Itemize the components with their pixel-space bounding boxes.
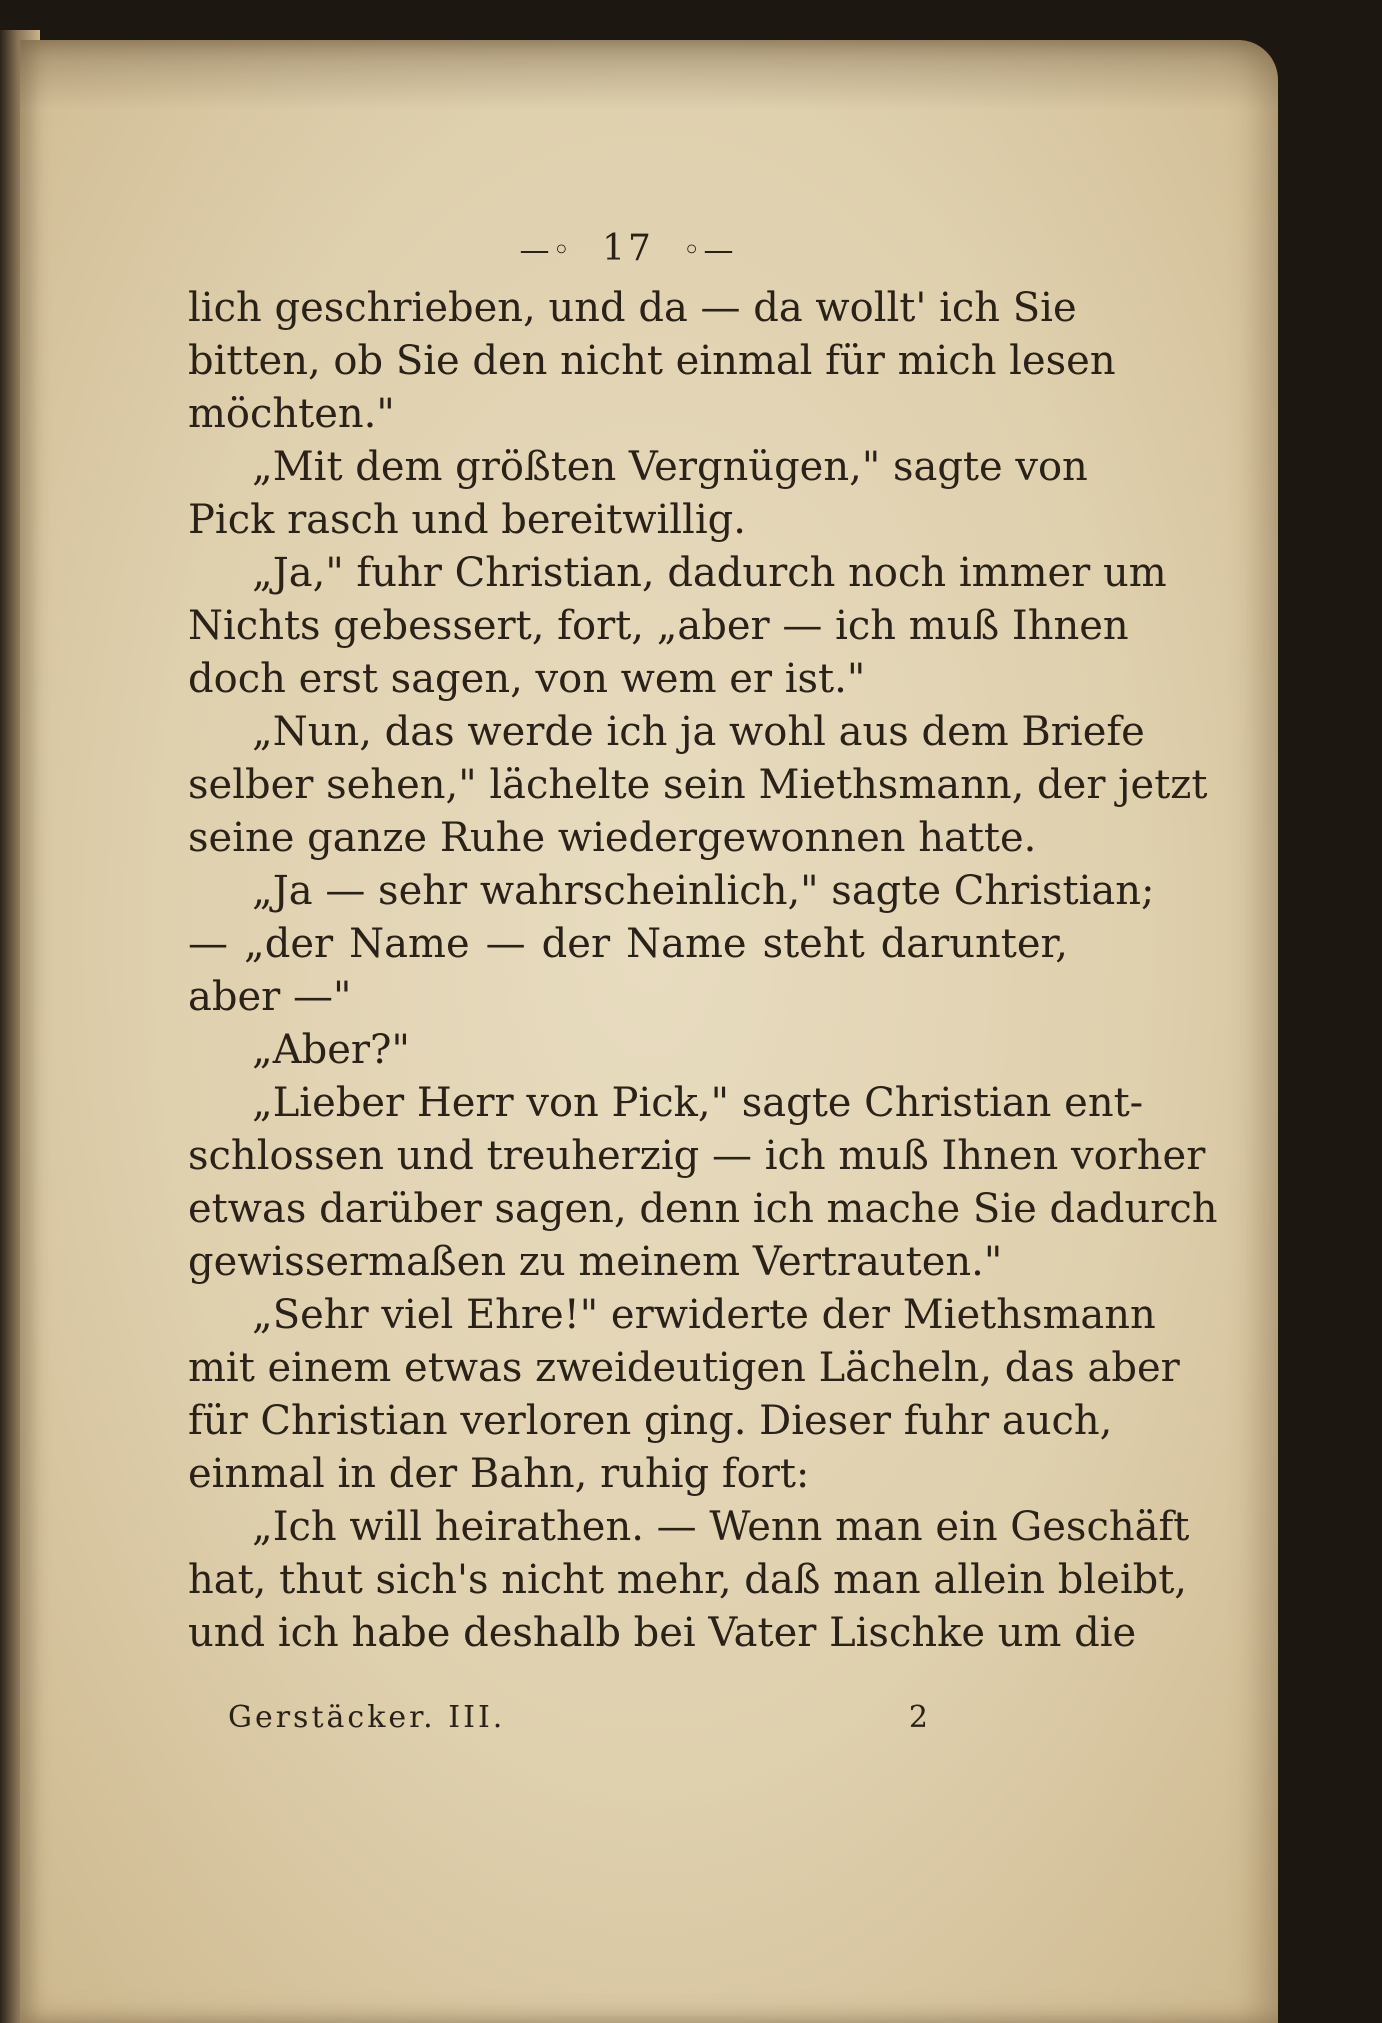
text-line: selber sehen," lächelte sein Miethsmann, der jetzt: [188, 762, 1208, 808]
header-ornament-right: ◦—: [682, 233, 737, 268]
paragraph: [188, 1024, 1068, 1077]
text-line: „Sehr viel Ehre!" erwiderte der Miethsmann: [252, 1292, 1156, 1338]
paragraph: [188, 441, 1088, 547]
text-line: „Ich will heirathen. — Wenn man ein Geschäft: [252, 1504, 1190, 1550]
text-line: für Christian verloren ging. Dieser fuhr auch,: [188, 1398, 1113, 1444]
paragraph: [188, 1077, 1218, 1289]
page-header: [188, 218, 1068, 280]
paragraph: [188, 547, 1167, 706]
text-line: etwas darüber sagen, denn ich mache Sie dadurch: [188, 1186, 1218, 1232]
text-line: mit einem etwas zweideutigen Lächeln, das aber: [188, 1345, 1180, 1391]
signature-mark: Gerstäcker. III.: [228, 1700, 506, 1735]
text-line: „Mit dem größten Vergnügen," sagte von: [252, 444, 1088, 490]
text-line: Nichts gebessert, fort, „aber — ich muß Ihnen: [188, 603, 1129, 649]
sheet-number: 2: [908, 1700, 928, 1735]
text-line: einmal in der Bahn, ruhig fort:: [188, 1451, 810, 1497]
text-line: gewissermaßen zu meinem Vertrauten.": [188, 1239, 1003, 1285]
text-line: und ich habe deshalb bei Vater Lischke um die: [188, 1610, 1137, 1656]
text-line: Pick rasch und bereitwillig.: [188, 497, 746, 543]
text-line: hat, thut sich's nicht mehr, daß man allein bleibt,: [188, 1557, 1188, 1603]
text-line: — „der Name — der Name steht darunter,: [188, 921, 1068, 967]
paragraph: [188, 865, 1155, 1024]
paragraph: [188, 706, 1208, 865]
text-line: doch erst sagen, von wem er ist.": [188, 656, 866, 702]
text-line: bitten, ob Sie den nicht einmal für mich lesen: [188, 338, 1116, 384]
text-line: seine ganze Ruhe wiedergewonnen hatte.: [188, 815, 1037, 861]
text-line: schlossen und treuherzig — ich muß Ihnen vorher: [188, 1133, 1206, 1179]
paragraph: [188, 282, 1116, 441]
text-line: aber —": [188, 974, 352, 1020]
text-line: „Ja," fuhr Christian, dadurch noch immer um: [252, 550, 1167, 596]
text-line: möchten.": [188, 391, 395, 437]
page-footer: [228, 1700, 928, 1735]
text-line: „Aber?": [252, 1027, 410, 1073]
paragraph: [188, 1289, 1180, 1501]
text-line: „Nun, das werde ich ja wohl aus dem Briefe: [252, 709, 1145, 755]
header-ornament-left: —◦: [519, 233, 574, 268]
text-line: „Ja — sehr wahrscheinlich," sagte Christian;: [252, 868, 1155, 914]
text-line: lich geschrieben, und da — da wollt' ich Sie: [188, 285, 1077, 331]
page-text: [188, 218, 1218, 1660]
paragraph: [188, 1501, 1190, 1660]
text-line: „Lieber Herr von Pick," sagte Christian ent-: [252, 1080, 1144, 1126]
page-number: 17: [602, 228, 654, 269]
